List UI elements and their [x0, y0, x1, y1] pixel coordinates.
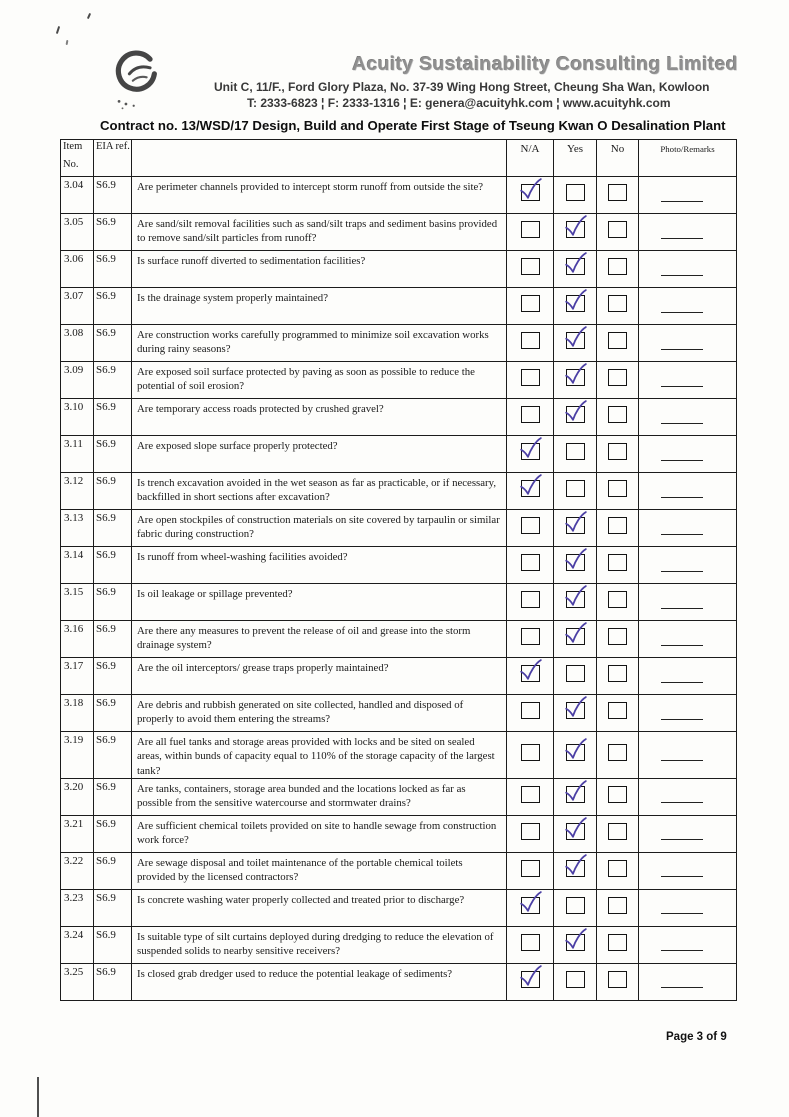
- row-eia-ref: S6.9: [94, 815, 132, 852]
- checkbox-yes: [566, 702, 585, 719]
- row-item-no: 3.05: [61, 214, 94, 251]
- checkbox-yes: [566, 786, 585, 803]
- remarks-line: [661, 238, 703, 239]
- row-question: Is surface runoff diverted to sedimentation facilities?: [132, 251, 507, 288]
- row-item-no: 3.15: [61, 584, 94, 621]
- checkmark-icon: [517, 964, 545, 990]
- row-question: Is suitable type of silt curtains deployed during dredging to reduce the elevation of suspended solids to nearby sensitive receivers?: [132, 926, 507, 963]
- checklist-row: [61, 325, 737, 362]
- row-question: Are there any measures to prevent the release of oil and grease into the storm drainage system?: [132, 621, 507, 658]
- checkbox-no: [608, 934, 627, 951]
- checkbox-na: [521, 786, 540, 803]
- checkbox-na: [521, 971, 540, 988]
- checkbox-na: [521, 480, 540, 497]
- checkbox-na: [521, 554, 540, 571]
- checklist-row: [61, 362, 737, 399]
- remarks-line: [661, 275, 703, 276]
- row-eia-ref: S6.9: [94, 889, 132, 926]
- row-question: Are all fuel tanks and storage areas provided with locks and be sited on sealed areas, within bunds of capacity equal to 110% of the storage capacity of the largest tank?: [132, 732, 507, 779]
- remarks-line: [661, 913, 703, 914]
- remarks-line: [661, 987, 703, 988]
- checkbox-no: [608, 628, 627, 645]
- row-item-no: 3.16: [61, 621, 94, 658]
- row-item-no: 3.20: [61, 778, 94, 815]
- checkbox-yes: [566, 554, 585, 571]
- checkbox-na: [521, 860, 540, 877]
- checkbox-no: [608, 369, 627, 386]
- checkmark-icon: [562, 362, 590, 388]
- scan-artifact: [56, 26, 60, 34]
- checklist-row: [61, 621, 737, 658]
- checkbox-no: [608, 443, 627, 460]
- checklist-row: [61, 926, 737, 963]
- checkbox-yes: [566, 443, 585, 460]
- checkbox-yes: [566, 591, 585, 608]
- row-item-no: 3.18: [61, 695, 94, 732]
- remarks-line: [661, 682, 703, 683]
- checkbox-no: [608, 860, 627, 877]
- row-item-no: 3.11: [61, 436, 94, 473]
- checklist-body: [61, 177, 737, 1001]
- remarks-line: [661, 349, 703, 350]
- checkmark-icon: [562, 288, 590, 314]
- checkbox-no: [608, 406, 627, 423]
- swirl-logo-icon: [110, 48, 166, 110]
- row-item-no: 3.09: [61, 362, 94, 399]
- checkbox-na: [521, 406, 540, 423]
- checkbox-no: [608, 702, 627, 719]
- row-question: Are perimeter channels provided to intercept storm runoff from outside the site?: [132, 177, 507, 214]
- checkbox-no: [608, 744, 627, 761]
- row-question: Are construction works carefully programmed to minimize soil excavation works during rainy seasons?: [132, 325, 507, 362]
- row-question: Are the oil interceptors/ grease traps properly maintained?: [132, 658, 507, 695]
- row-item-no: 3.25: [61, 963, 94, 1000]
- remarks-line: [661, 201, 703, 202]
- row-question: Is closed grab dredger used to reduce the potential leakage of sediments?: [132, 963, 507, 1000]
- checkbox-yes: [566, 934, 585, 951]
- checkbox-na: [521, 443, 540, 460]
- row-item-no: 3.24: [61, 926, 94, 963]
- checkbox-na: [521, 744, 540, 761]
- row-question: Is trench excavation avoided in the wet season as far as practicable, or if necessary, backfilled in short sections after excavation?: [132, 473, 507, 510]
- remarks-line: [661, 760, 703, 761]
- row-eia-ref: S6.9: [94, 288, 132, 325]
- row-question: Is concrete washing water properly collected and treated prior to discharge?: [132, 889, 507, 926]
- checkmark-icon: [562, 853, 590, 879]
- checkbox-yes: [566, 971, 585, 988]
- row-item-no: 3.23: [61, 889, 94, 926]
- row-item-no: 3.14: [61, 547, 94, 584]
- row-eia-ref: S6.9: [94, 547, 132, 584]
- row-question: Are exposed soil surface protected by paving as soon as possible to reduce the potential of soil erosion?: [132, 362, 507, 399]
- checklist-row: [61, 815, 737, 852]
- checklist-row: [61, 510, 737, 547]
- remarks-line: [661, 839, 703, 840]
- checkbox-yes: [566, 369, 585, 386]
- checklist-row: [61, 214, 737, 251]
- checklist-row: [61, 963, 737, 1000]
- company-name: Acuity Sustainability Consulting Limited: [352, 53, 738, 75]
- remarks-line: [661, 719, 703, 720]
- checkmark-icon: [517, 473, 545, 499]
- row-question: Are sand/silt removal facilities such as sand/silt traps and sediment basins provided to remove sand/silt particles from runoff?: [132, 214, 507, 251]
- checkbox-na: [521, 295, 540, 312]
- row-eia-ref: S6.9: [94, 399, 132, 436]
- row-question: Are sewage disposal and toilet maintenance of the portable chemical toilets provided by the licensed contractors?: [132, 852, 507, 889]
- row-eia-ref: S6.9: [94, 177, 132, 214]
- row-eia-ref: S6.9: [94, 963, 132, 1000]
- remarks-line: [661, 571, 703, 572]
- remarks-line: [661, 497, 703, 498]
- remarks-line: [661, 386, 703, 387]
- row-question: Is the drainage system properly maintained?: [132, 288, 507, 325]
- checkmark-icon: [562, 695, 590, 721]
- checkmark-icon: [562, 779, 590, 805]
- row-eia-ref: S6.9: [94, 732, 132, 779]
- row-eia-ref: S6.9: [94, 251, 132, 288]
- checklist-row: [61, 658, 737, 695]
- row-item-no: 3.13: [61, 510, 94, 547]
- remarks-line: [661, 423, 703, 424]
- checkbox-yes: [566, 221, 585, 238]
- checklist-row: [61, 732, 737, 779]
- checkmark-icon: [562, 816, 590, 842]
- row-question: Is oil leakage or spillage prevented?: [132, 584, 507, 621]
- checkbox-yes: [566, 744, 585, 761]
- checkbox-na: [521, 934, 540, 951]
- row-item-no: 3.12: [61, 473, 94, 510]
- row-eia-ref: S6.9: [94, 621, 132, 658]
- checkbox-no: [608, 295, 627, 312]
- remarks-line: [661, 312, 703, 313]
- remarks-line: [661, 608, 703, 609]
- checkmark-icon: [562, 251, 590, 277]
- checkbox-yes: [566, 860, 585, 877]
- checkbox-na: [521, 332, 540, 349]
- checklist-row: [61, 547, 737, 584]
- checkbox-yes: [566, 332, 585, 349]
- checkbox-na: [521, 665, 540, 682]
- checklist-row: [61, 177, 737, 214]
- row-eia-ref: S6.9: [94, 510, 132, 547]
- row-item-no: 3.21: [61, 815, 94, 852]
- checkbox-na: [521, 702, 540, 719]
- row-item-no: 3.19: [61, 732, 94, 779]
- checkmark-icon: [517, 890, 545, 916]
- checkmark-icon: [562, 584, 590, 610]
- company-address: Unit C, 11/F., Ford Glory Plaza, No. 37-39 Wing Hong Street, Cheung Sha Wan, Kowloon: [214, 80, 710, 94]
- page-number: Page 3 of 9: [666, 1031, 727, 1043]
- checklist-row: [61, 852, 737, 889]
- row-item-no: 3.06: [61, 251, 94, 288]
- column-header-no: No: [597, 140, 639, 177]
- checkbox-yes: [566, 665, 585, 682]
- row-eia-ref: S6.9: [94, 325, 132, 362]
- checklist-row: [61, 778, 737, 815]
- checklist-row: [61, 889, 737, 926]
- checkbox-yes: [566, 823, 585, 840]
- checkbox-no: [608, 665, 627, 682]
- row-question: Are open stockpiles of construction materials on site covered by tarpaulin or similar fabric during construction?: [132, 510, 507, 547]
- row-eia-ref: S6.9: [94, 658, 132, 695]
- row-item-no: 3.04: [61, 177, 94, 214]
- remarks-line: [661, 950, 703, 951]
- column-header-item-no: [61, 140, 94, 177]
- checkbox-na: [521, 591, 540, 608]
- checkbox-na: [521, 897, 540, 914]
- checkbox-no: [608, 897, 627, 914]
- checkmark-icon: [562, 214, 590, 240]
- checklist-row: [61, 584, 737, 621]
- row-question: Are debris and rubbish generated on site collected, handled and disposed of properly to avoid them entering the streams?: [132, 695, 507, 732]
- checklist-row: [61, 251, 737, 288]
- checklist-row: [61, 436, 737, 473]
- scan-artifact: [37, 1077, 39, 1117]
- remarks-line: [661, 645, 703, 646]
- checkbox-no: [608, 480, 627, 497]
- remarks-line: [661, 876, 703, 877]
- checkbox-na: [521, 628, 540, 645]
- row-eia-ref: S6.9: [94, 473, 132, 510]
- checkbox-yes: [566, 480, 585, 497]
- column-header-item-line1: Item: [63, 141, 83, 152]
- row-eia-ref: S6.9: [94, 695, 132, 732]
- row-eia-ref: S6.9: [94, 926, 132, 963]
- checkmark-icon: [562, 737, 590, 763]
- checklist-row: [61, 473, 737, 510]
- checkbox-yes: [566, 517, 585, 534]
- checkmark-icon: [517, 177, 545, 203]
- checkbox-na: [521, 184, 540, 201]
- checkbox-yes: [566, 184, 585, 201]
- row-item-no: 3.22: [61, 852, 94, 889]
- checkmark-icon: [517, 436, 545, 462]
- checklist-row: [61, 695, 737, 732]
- checkmark-icon: [562, 510, 590, 536]
- row-question: Are exposed slope surface properly protected?: [132, 436, 507, 473]
- checkbox-na: [521, 369, 540, 386]
- row-item-no: 3.08: [61, 325, 94, 362]
- column-header-photo-remarks: Photo/Remarks: [639, 140, 737, 177]
- scan-artifact: [87, 13, 91, 19]
- checkbox-no: [608, 221, 627, 238]
- checkmark-icon: [562, 399, 590, 425]
- checkbox-no: [608, 823, 627, 840]
- checkbox-no: [608, 184, 627, 201]
- row-question: Are tanks, containers, storage area bunded and the locations locked as far as possible from the sensitive watercourse and stormwater drains?: [132, 778, 507, 815]
- checkbox-no: [608, 554, 627, 571]
- row-question: Are temporary access roads protected by crushed gravel?: [132, 399, 507, 436]
- checkbox-no: [608, 591, 627, 608]
- checkbox-yes: [566, 897, 585, 914]
- checkmark-icon: [562, 325, 590, 351]
- row-eia-ref: S6.9: [94, 852, 132, 889]
- checkbox-no: [608, 332, 627, 349]
- column-header-na: N/A: [507, 140, 554, 177]
- remarks-line: [661, 460, 703, 461]
- checkbox-na: [521, 823, 540, 840]
- remarks-line: [661, 802, 703, 803]
- checkbox-na: [521, 221, 540, 238]
- table-header-row: [61, 140, 737, 177]
- scan-artifact: [66, 40, 69, 45]
- checkbox-no: [608, 971, 627, 988]
- row-question: Is runoff from wheel-washing facilities avoided?: [132, 547, 507, 584]
- checklist-row: [61, 399, 737, 436]
- checkbox-na: [521, 517, 540, 534]
- checklist-table: [60, 139, 737, 1001]
- checkbox-no: [608, 517, 627, 534]
- company-logo: [110, 48, 166, 110]
- column-header-question: [132, 140, 507, 177]
- column-header-item-line2: No.: [63, 159, 79, 170]
- checkbox-no: [608, 786, 627, 803]
- checkbox-yes: [566, 628, 585, 645]
- row-eia-ref: S6.9: [94, 214, 132, 251]
- row-item-no: 3.07: [61, 288, 94, 325]
- row-item-no: 3.17: [61, 658, 94, 695]
- document-title: Contract no. 13/WSD/17 Design, Build and Operate First Stage of Tseung Kwan O Desalination Plant: [100, 118, 726, 133]
- checklist-row: [61, 288, 737, 325]
- checkbox-yes: [566, 295, 585, 312]
- row-eia-ref: S6.9: [94, 362, 132, 399]
- checkmark-icon: [562, 621, 590, 647]
- company-contact: T: 2333-6823 ¦ F: 2333-1316 ¦ E: genera@acuityhk.com ¦ www.acuityhk.com: [247, 96, 671, 110]
- row-eia-ref: S6.9: [94, 436, 132, 473]
- checkbox-no: [608, 258, 627, 275]
- remarks-line: [661, 534, 703, 535]
- checkbox-yes: [566, 258, 585, 275]
- row-item-no: 3.10: [61, 399, 94, 436]
- checkbox-yes: [566, 406, 585, 423]
- checkmark-icon: [562, 547, 590, 573]
- checkmark-icon: [517, 658, 545, 684]
- column-header-yes: Yes: [554, 140, 597, 177]
- row-eia-ref: S6.9: [94, 778, 132, 815]
- row-question: Are sufficient chemical toilets provided on site to handle sewage from construction work force?: [132, 815, 507, 852]
- row-eia-ref: S6.9: [94, 584, 132, 621]
- checkbox-na: [521, 258, 540, 275]
- column-header-eia-ref: EIA ref.: [94, 140, 132, 177]
- checkmark-icon: [562, 927, 590, 953]
